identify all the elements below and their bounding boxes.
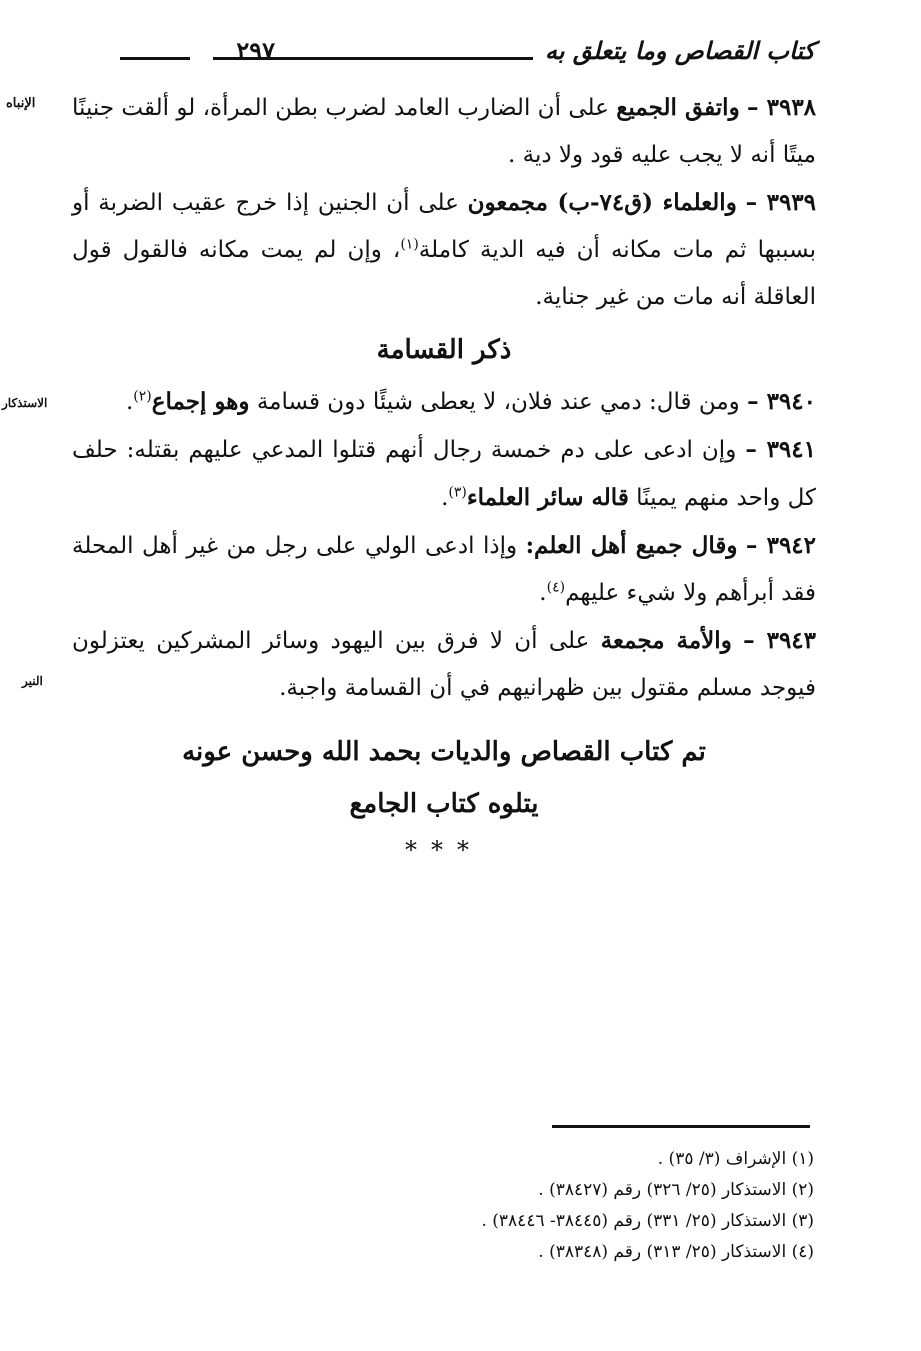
paragraph-text: على أن الضارب العامد لضرب بطن المرأة، لو ألقت جنينًا ميتًا أنه لا يجب عليه قود ولا دية . [72,95,816,168]
paragraph-number: ٣٩٤٢ – [745,532,817,559]
paragraph-3942 [72,522,816,617]
paragraph-text: وإذا ادعى الولي على رجل من غير أهل المحلة فقد أبرأهم ولا شيء عليهم [72,533,816,606]
page-number: ٢٩٧ [236,36,275,65]
book-closing-line: تم كتاب القصاص والديات بحمد الله وحسن عونه [182,737,706,767]
footnote-ref: (٤) [546,579,566,596]
paragraph-end: . [441,485,449,511]
paragraph-text: ، وإن لم يمت مكانه فالقول قول العاقلة أنه مات من غير جناية. [72,237,816,310]
paragraph-lead: والعلماء (ق٧٤-ب) مجمعون [467,189,737,216]
paragraph-3938 [72,84,816,179]
paragraph-number: ٣٩٣٩ – [745,189,817,216]
paragraph-lead: والأمة مجمعة [600,627,732,654]
footnote-rule [552,1125,810,1128]
paragraph-emphasis: وهو إجماع [151,388,250,415]
footnote-3: (٣) الاستذكار (٢٥/ ٣٣١) رقم (٣٨٤٤٥- ٣٨٤٤٦) . [481,1211,814,1231]
margin-note: الاستذكار [2,396,48,410]
paragraph-end: . [125,389,134,415]
paragraph-number: ٣٩٤١ – [745,436,816,463]
ornament-stars: *** [405,836,483,864]
footnote-2: (٢) الاستذكار (٢٥/ ٣٢٦) رقم (٣٨٤٢٧) . [538,1180,814,1200]
running-header [80,32,815,72]
section-heading: ذكر القسامة [376,335,512,365]
paragraph-text: على أن الجنين إذا خرج عقيب الضربة أو بسببها ثم مات مكانه أن فيه الدية كاملة [72,190,816,263]
paragraph-emphasis: قاله سائر العلماء [466,484,629,511]
footnote-ref: (١) [400,236,419,253]
paragraph-number: ٣٩٣٨ – [747,94,817,121]
margin-note: النير [22,674,43,688]
paragraph-lead: وقال جميع أهل العلم: [525,532,738,559]
paragraph-text: ومن قال: دمي عند فلان، لا يعطى شيئًا دون قسامة [256,389,740,415]
paragraph-text: على أن لا فرق بين اليهود وسائر المشركين يعتزلون فيوجد مسلم مقتول بين ظهرانيهم في أن القسامة واجبة. [72,628,816,701]
main-text [72,84,816,870]
header-title: كتاب القصاص وما يتعلق به [544,36,815,65]
margin-note: الإنباه [6,96,36,111]
paragraph-3939 [72,179,816,321]
paragraph-end: . [539,580,547,606]
footnote-ref: (٣) [448,484,467,501]
paragraph-text: وإن ادعى على دم خمسة رجال أنهم قتلوا المدعي عليهم بقتله: حلف كل واحد منهم يمينًا [72,437,816,511]
paragraph-number: ٣٩٤٠ – [747,388,816,415]
next-book-line: يتلوه كتاب الجامع [349,789,539,819]
paragraph-lead: واتفق الجميع [616,94,740,121]
footnote-4: (٤) الاستذكار (٢٥/ ٣١٣) رقم (٣٨٣٤٨) . [538,1242,814,1262]
paragraph-3943 [72,617,816,712]
footnotes [300,1144,814,1268]
paragraph-number: ٣٩٤٣ – [743,627,817,654]
header-rule [120,57,190,60]
footnote-ref: (٢) [133,388,152,405]
footnote-1: (١) الإشراف (٣/ ٣٥) . [657,1149,814,1169]
paragraph-3940 [72,378,816,426]
paragraph-3941 [72,426,816,522]
